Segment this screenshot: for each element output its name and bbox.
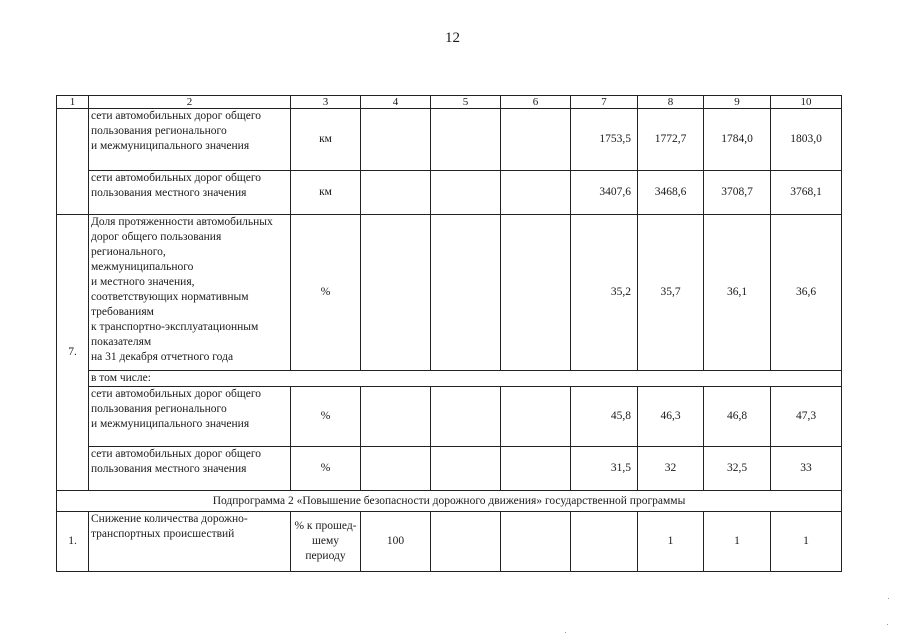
value-cell: 1 [771, 512, 842, 572]
value-cell: 35,2 [571, 215, 638, 371]
unit-cell: км [291, 109, 361, 171]
including-label: в том числе: [89, 371, 842, 387]
value-cell: 3468,6 [638, 171, 704, 215]
unit-cell: % [291, 447, 361, 491]
value-cell: 1772,7 [638, 109, 704, 171]
column-header: 5 [431, 96, 501, 109]
value-cell [501, 512, 571, 572]
value-cell: 32,5 [704, 447, 771, 491]
indicator-name: сети автомобильных дорог общего пользования регионального и межмуниципального значения [89, 387, 291, 447]
value-cell [431, 512, 501, 572]
scan-speck [887, 624, 888, 625]
value-cell [571, 512, 638, 572]
column-header: 7 [571, 96, 638, 109]
value-cell: 3768,1 [771, 171, 842, 215]
column-header: 4 [361, 96, 431, 109]
value-cell: 1 [638, 512, 704, 572]
value-cell [501, 171, 571, 215]
indicator-name: сети автомобильных дорог общего пользования регионального и межмуниципального значения [89, 109, 291, 171]
value-cell [431, 215, 501, 371]
value-cell [361, 387, 431, 447]
value-cell [431, 109, 501, 171]
unit-cell: % [291, 215, 361, 371]
unit-cell: км [291, 171, 361, 215]
scan-speck [888, 598, 889, 599]
table-row [57, 371, 842, 387]
row-number [57, 109, 89, 215]
column-header: 10 [771, 96, 842, 109]
scan-speck [565, 632, 566, 633]
value-cell [431, 171, 501, 215]
value-cell [431, 447, 501, 491]
unit-cell: % к прошед- шему периоду [291, 512, 361, 572]
column-header: 2 [89, 96, 291, 109]
value-cell [501, 109, 571, 171]
table-row [57, 109, 842, 171]
table-header-row [57, 96, 842, 109]
value-cell: 100 [361, 512, 431, 572]
column-header: 3 [291, 96, 361, 109]
value-cell: 35,7 [638, 215, 704, 371]
value-cell [431, 387, 501, 447]
column-header: 8 [638, 96, 704, 109]
column-header: 1 [57, 96, 89, 109]
value-cell: 33 [771, 447, 842, 491]
value-cell: 1 [704, 512, 771, 572]
value-cell [361, 215, 431, 371]
value-cell [361, 447, 431, 491]
indicator-name: сети автомобильных дорог общего пользования местного значения [89, 447, 291, 491]
value-cell [501, 215, 571, 371]
subprogram-title: Подпрограмма 2 «Повышение безопасности дорожного движения» государственной программы [57, 491, 842, 512]
column-header: 6 [501, 96, 571, 109]
table-row [57, 491, 842, 512]
value-cell: 32 [638, 447, 704, 491]
value-cell: 47,3 [771, 387, 842, 447]
value-cell: 36,6 [771, 215, 842, 371]
indicators-table [56, 95, 842, 572]
column-header: 9 [704, 96, 771, 109]
value-cell: 3407,6 [571, 171, 638, 215]
value-cell: 3708,7 [704, 171, 771, 215]
value-cell: 1753,5 [571, 109, 638, 171]
value-cell: 45,8 [571, 387, 638, 447]
row-number: 7. [57, 215, 89, 491]
table-row [57, 512, 842, 572]
value-cell [501, 447, 571, 491]
value-cell: 1784,0 [704, 109, 771, 171]
table-row [57, 387, 842, 447]
table-row [57, 171, 842, 215]
table-row [57, 447, 842, 491]
value-cell: 36,1 [704, 215, 771, 371]
table-row [57, 215, 842, 371]
value-cell: 31,5 [571, 447, 638, 491]
value-cell [361, 171, 431, 215]
value-cell: 1803,0 [771, 109, 842, 171]
unit-cell: % [291, 387, 361, 447]
page-number: 12 [445, 30, 460, 46]
indicator-name: Снижение количества дорожно- транспортных происшествий [89, 512, 291, 572]
value-cell [361, 109, 431, 171]
value-cell: 46,3 [638, 387, 704, 447]
value-cell: 46,8 [704, 387, 771, 447]
value-cell [501, 387, 571, 447]
indicator-name: сети автомобильных дорог общего пользования местного значения [89, 171, 291, 215]
row-number: 1. [57, 512, 89, 572]
indicator-name: Доля протяженности автомобильных дорог общего пользования регионального, межмуниципального и местного значения, соответствующих нормативным требованиям к транспортно-эксплуатационным показателям на 31 декабря отчетного года [89, 215, 291, 371]
